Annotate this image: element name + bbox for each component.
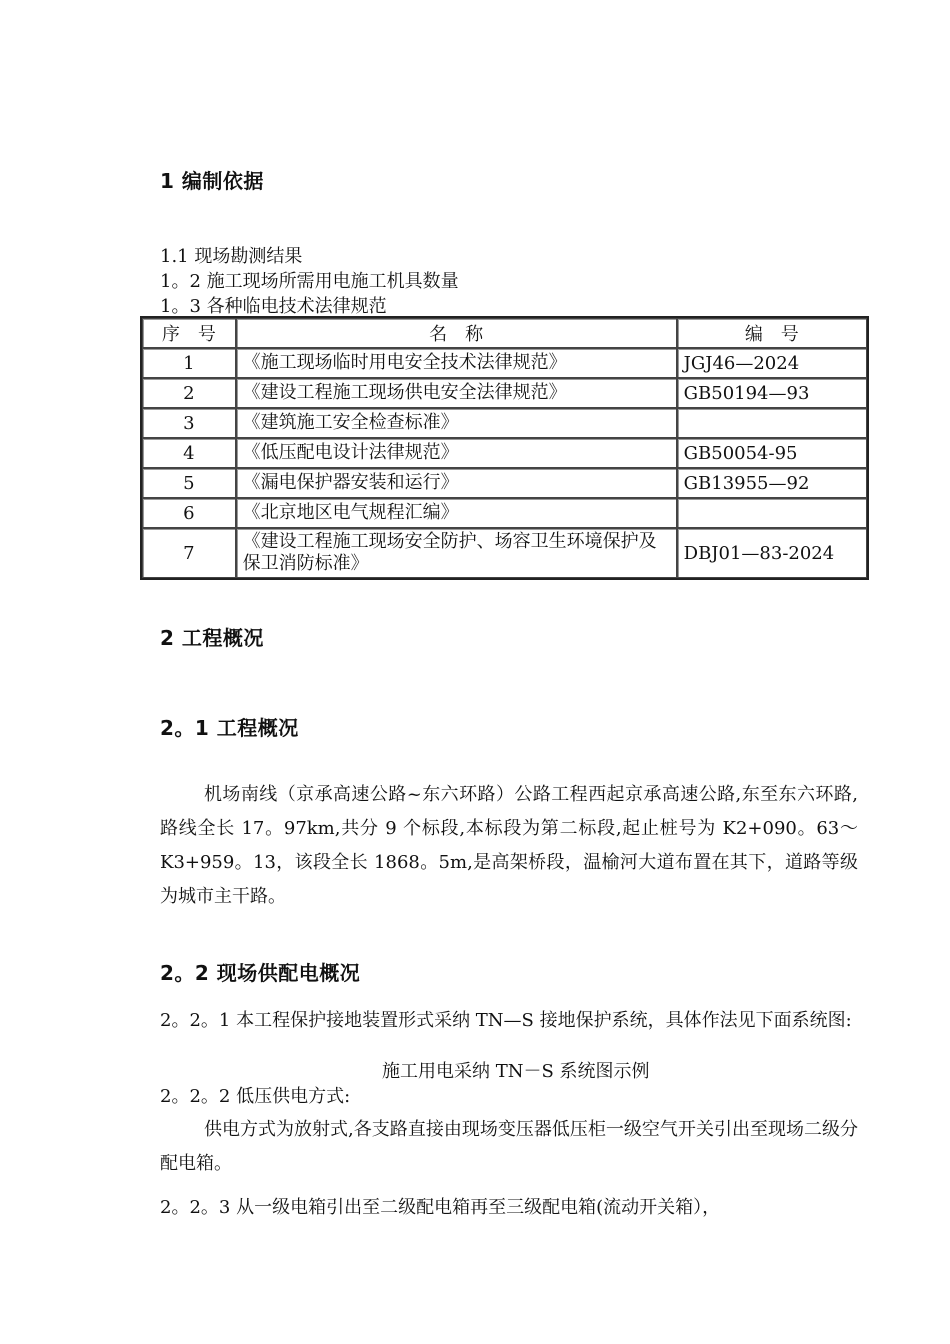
row-name: 《建设工程施工现场安全防护、场容卫生环境保护及保卫消防标准》 [236,528,677,578]
row-no: 1 [142,348,236,378]
paragraph-2-2-1: 2。2。1 本工程保护接地装置形式采纳 TN—S 接地保护系统，具体作法见下面系统图: [160,1010,852,1031]
standards-table [140,316,869,580]
table-row [142,438,867,468]
row-code: GB13955—92 [677,468,867,498]
row-code: GB50194—93 [677,378,867,408]
table-row [142,348,867,378]
section2-heading: 2 工程概况 [160,626,264,650]
row-no: 6 [142,498,236,528]
row-name: 《低压配电设计法律规范》 [236,438,677,468]
row-code [677,408,867,438]
row-code: GB50054-95 [677,438,867,468]
paragraph-2-2-2-body: 供电方式为放射式,各支路直接由现场变压器低压柜一级空气开关引出至现场二级分配电箱。 [160,1119,858,1174]
section1-item: 1。3 各种临电技术法律规范 [160,296,387,317]
row-no: 3 [142,408,236,438]
table-row [142,378,867,408]
table-row [142,408,867,438]
row-code: JGJ46—2024 [677,348,867,378]
row-code [677,498,867,528]
table-row [142,528,867,578]
section1-item: 1.1 现场勘测结果 [160,246,303,267]
row-name: 《建筑施工安全检查标准》 [236,408,677,438]
table-row [142,468,867,498]
row-no: 2 [142,378,236,408]
row-name: 《北京地区电气规程汇编》 [236,498,677,528]
table-row [142,498,867,528]
header-no: 序 号 [142,318,236,348]
row-no: 7 [142,528,236,578]
row-code: DBJ01—83-2024 [677,528,867,578]
row-name: 《施工现场临时用电安全技术法律规范》 [236,348,677,378]
section1-item: 1。2 施工现场所需用电施工机具数量 [160,271,459,292]
row-name: 《漏电保护器安装和运行》 [236,468,677,498]
row-no: 4 [142,438,236,468]
paragraph-2-2-3: 2。2。3 从一级电箱引出至二级配电箱再至三级配电箱(流动开关箱）， [160,1197,721,1218]
table-header-row [142,318,867,348]
section1-heading: 1 编制依据 [160,169,264,193]
row-name: 《建设工程施工现场供电安全法律规范》 [236,378,677,408]
row-no: 5 [142,468,236,498]
paragraph-2-2-2-title: 2。2。2 低压供电方式: [160,1086,351,1107]
figure-caption: 施工用电采纳 TN－S 系统图示例 [382,1061,650,1082]
header-name: 名 称 [236,318,677,348]
section2-1-heading: 2。1 工程概况 [160,716,299,740]
project-overview-paragraph: 机场南线（京承高速公路~东六环路）公路工程西起京承高速公路,东至东六环路,路线全长 17。97km,共分 9 个标段,本标段为第二标段,起止桩号为 K2+090。63～K3+959。13，该段全长 1868。5m,是高架桥段，温榆河大道布置在其下，道路等级为城市主干路。 [160,784,858,907]
section2-2-heading: 2。2 现场供配电概况 [160,961,361,985]
header-code: 编 号 [677,318,867,348]
